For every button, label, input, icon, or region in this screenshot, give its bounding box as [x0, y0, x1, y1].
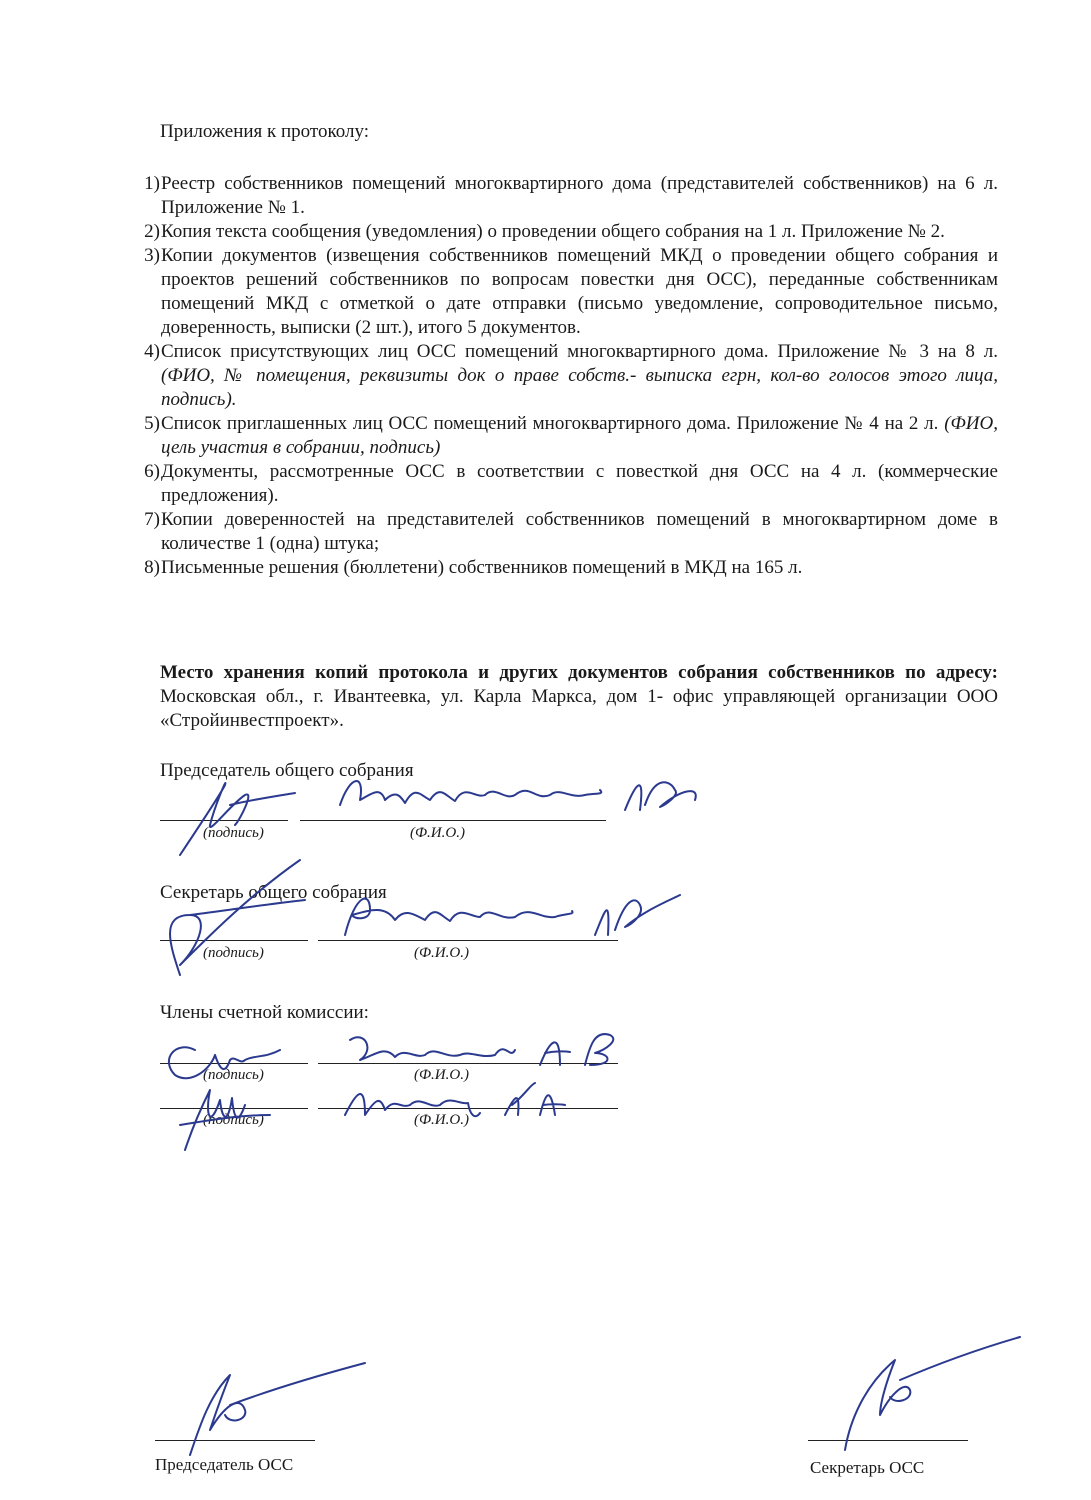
- secretary-title: Секретарь общего собрания: [160, 882, 387, 903]
- storage-label: Место хранения копий протокола и других документов собрания собственников по адресу:: [160, 662, 998, 683]
- chairman-title: Председатель общего собрания: [160, 760, 414, 781]
- item-text: Список присутствующих лиц ОСС помещений многоквартирного дома. Приложение № 3 на 8 л. (ФИО, № помещения, реквизиты док о праве собств.- выписка егрн, кол-во голосов этого лица, подпись).: [161, 341, 998, 410]
- commission-member-2-name-handwriting: [340, 1075, 580, 1125]
- item-text: Письменные решения (бюллетени) собственников помещений в МКД на 165 л.: [161, 557, 803, 578]
- name-caption: (Ф.И.О.): [414, 1067, 469, 1083]
- attachments-heading: Приложения к протоколу:: [160, 121, 370, 142]
- footer-secretary-signature: [825, 1335, 1025, 1455]
- item-number: 4): [144, 341, 160, 362]
- item-text: Реестр собственников помещений многоквартирного дома (представителей собственников) на 6 л. Приложение № 1.: [161, 173, 998, 218]
- item-number: 5): [144, 413, 160, 434]
- item-text: Документы, рассмотренные ОСС в соответствии с повесткой дня ОСС на 4 л. (коммерческие предложения).: [161, 461, 998, 506]
- storage-location-paragraph: [160, 661, 998, 733]
- list-item: [118, 508, 998, 556]
- signature-caption: (подпись): [203, 1067, 264, 1083]
- commission-title: Члены счетной комиссии:: [160, 1002, 369, 1023]
- chairman-signature: [170, 765, 300, 865]
- item-text: Копии документов (извещения собственников помещений МКД о проведении общего собрания и проектов решений собственников по вопросам повестки дня ОСС), переданные собственникам помещений МКД с отметкой о дате отправки (письмо уведомление, сопроводительное письмо, доверенность, выписки (2 шт.), итого 5 документов.: [161, 245, 998, 338]
- item-number: 6): [144, 461, 160, 482]
- item-number: 2): [144, 221, 160, 242]
- list-item: [118, 340, 998, 412]
- list-item: [118, 244, 998, 340]
- item-number: 7): [144, 509, 160, 530]
- name-caption: (Ф.И.О.): [410, 825, 465, 841]
- signature-caption: (подпись): [203, 825, 264, 841]
- list-item: [118, 412, 998, 460]
- footer-chairman-label: Председатель ОСС: [155, 1455, 294, 1474]
- list-item: [118, 172, 998, 220]
- name-caption: (Ф.И.О.): [414, 1112, 469, 1128]
- commission-member-2-signature: [170, 1070, 290, 1160]
- chairman-name-handwriting: [335, 765, 715, 825]
- item-text: Копия текста сообщения (уведомления) о проведении общего собрания на 1 л. Приложение № 2.: [161, 221, 945, 242]
- list-item: [118, 220, 998, 244]
- footer-secretary-label: Секретарь ОСС: [810, 1458, 925, 1477]
- commission-member-1-name-handwriting: [345, 1025, 635, 1075]
- item-number: 8): [144, 557, 160, 578]
- signature-caption: (подпись): [203, 945, 264, 961]
- item-number: 1): [144, 173, 160, 194]
- list-item: [118, 460, 998, 508]
- attachments-list: [118, 172, 998, 580]
- name-caption: (Ф.И.О.): [414, 945, 469, 961]
- item-note: (ФИО, № помещения, реквизиты док о праве собств.- выписка егрн, кол-во голосов этого лица, подпись).: [161, 365, 998, 410]
- footer-chairman-signature: [170, 1355, 370, 1465]
- storage-address: Московская обл., г. Ивантеевка, ул. Карла Маркса, дом 1- офис управляющей организации ООО «Стройинвестпроект».: [160, 686, 998, 731]
- item-text: Копии доверенностей на представителей собственников помещений в многоквартирном доме в количестве 1 (одна) штука;: [161, 509, 998, 554]
- list-item: [118, 556, 998, 580]
- secretary-name-handwriting: [340, 885, 690, 945]
- signature-caption: (подпись): [203, 1112, 264, 1128]
- item-number: 3): [144, 245, 160, 266]
- secretary-signature: [150, 855, 310, 985]
- item-note: (ФИО, цель участия в собрании, подпись): [161, 413, 998, 458]
- item-text: Список приглашенных лиц ОСС помещений многоквартирного дома. Приложение № 4 на 2 л. (ФИО, цель участия в собрании, подпись): [161, 413, 998, 458]
